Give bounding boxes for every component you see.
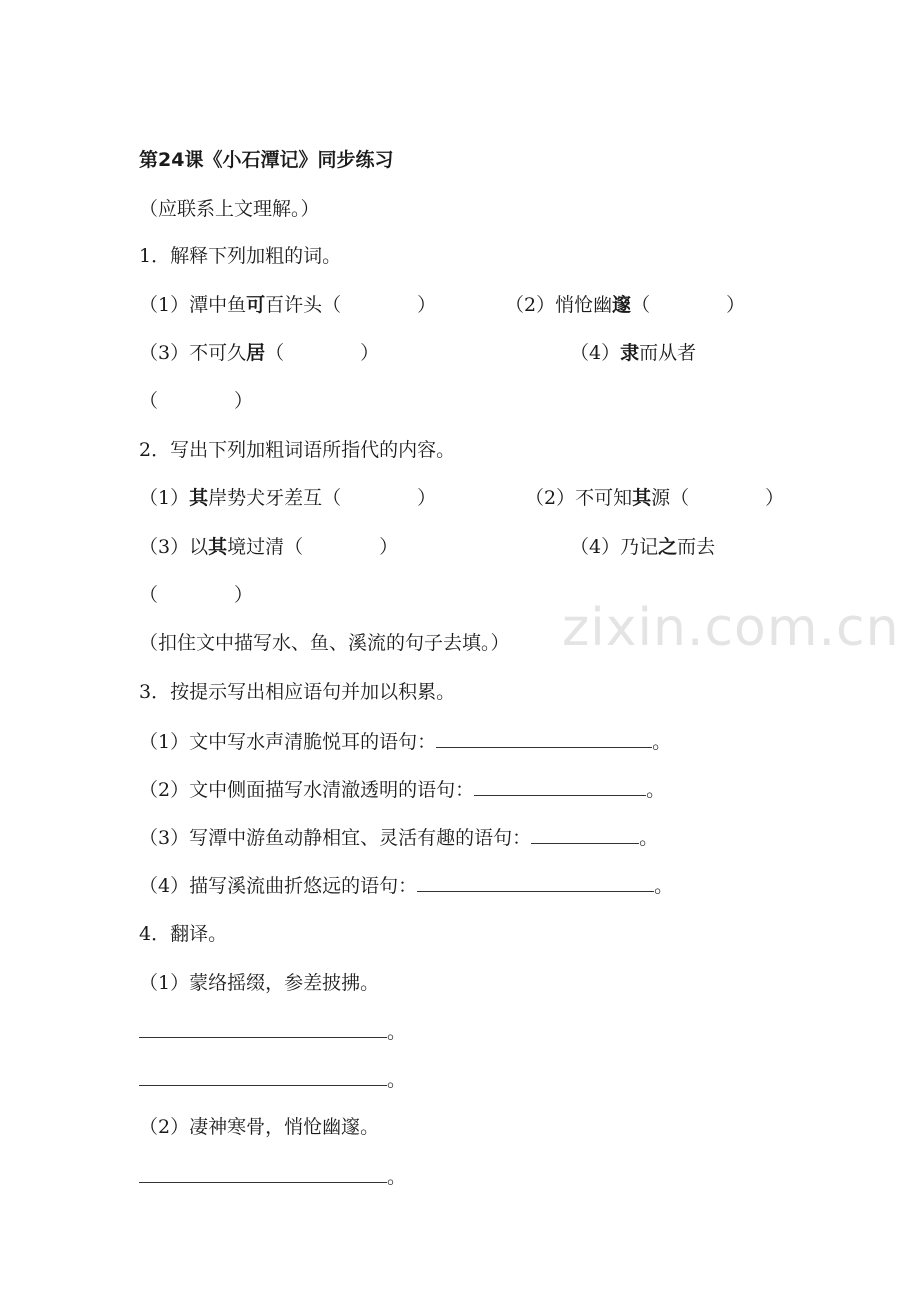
question-1-item-4: （4）隶而从者: [570, 342, 697, 364]
question-4-heading: 4．翻译。: [139, 923, 228, 945]
question-2-item-1: （1）其岸势犬牙差互（ ）: [139, 487, 437, 509]
question-2-heading: 2．写出下列加粗词语所指代的内容。: [139, 439, 456, 461]
question-3-heading: 3．按提示写出相应语句并加以积累。: [139, 681, 456, 703]
translation-line-3: 。: [139, 1164, 406, 1189]
answer-line[interactable]: [436, 729, 652, 748]
answer-line[interactable]: [474, 777, 646, 796]
note-context: （应联系上文理解。）: [139, 198, 320, 220]
answer-line[interactable]: [139, 1164, 387, 1183]
translation-line-1: 。: [139, 1019, 406, 1044]
question-1-item-3: （3）不可久居（ ）: [139, 342, 380, 364]
answer-line[interactable]: [531, 825, 639, 844]
question-1-item-1: （1）潭中鱼可百许头（ ）: [139, 294, 437, 316]
answer-line[interactable]: [139, 1067, 387, 1086]
answer-line[interactable]: [139, 1019, 387, 1038]
question-4-item-2: （2）凄神寒骨，悄怆幽邃。: [139, 1116, 380, 1138]
question-3-item-2: （2）文中侧面描写水清澈透明的语句： 。: [139, 779, 666, 801]
question-1-heading: 1．解释下列加粗的词。: [139, 245, 342, 267]
note-hint: （扣住文中描写水、鱼、溪流的句子去填。）: [139, 632, 510, 654]
question-2-item-2: （2）不可知其源（ ）: [525, 487, 785, 509]
question-1-item-4-blank: （ ）: [139, 390, 254, 412]
page-title: 第24课《小石潭记》同步练习: [139, 149, 394, 171]
question-2-item-3: （3）以其境过清（ ）: [139, 536, 399, 558]
translation-line-2: 。: [139, 1067, 406, 1092]
question-3-item-3: （3）写潭中游鱼动静相宜、灵活有趣的语句： 。: [139, 827, 659, 849]
answer-line[interactable]: [417, 873, 654, 892]
question-3-item-4: （4）描写溪流曲折悠远的语句： 。: [139, 875, 674, 897]
question-1-item-2: （2）悄怆幽邃（ ）: [505, 294, 746, 316]
question-2-item-4: （4）乃记之而去: [570, 536, 716, 558]
question-2-item-4-blank: （ ）: [139, 584, 254, 606]
question-3-item-1: （1）文中写水声清脆悦耳的语句： 。: [139, 731, 672, 753]
question-4-item-1: （1）蒙络摇缀，参差披拂。: [139, 972, 380, 994]
watermark: zixin.com.cn: [562, 598, 900, 658]
